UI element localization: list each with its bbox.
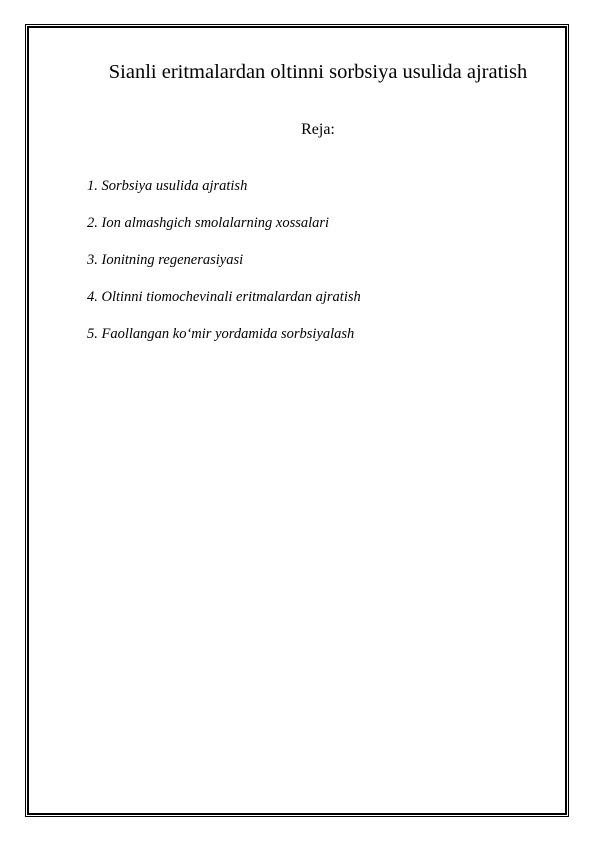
plan-item: 4. Oltinni tiomochevinali eritmalardan ajratish	[87, 289, 361, 305]
plan-list	[87, 177, 361, 362]
plan-item: 3. Ionitning regenerasiyasi	[87, 252, 244, 268]
plan-item: 1. Sorbsiya usulida ajratish	[87, 178, 248, 194]
page-border-inner	[28, 27, 566, 814]
plan-item: 5. Faollangan ko‘mir yordamida sorbsiyalash	[87, 326, 355, 342]
document-title: Sianli eritmalardan oltinni sorbsiya usulida ajratish	[108, 61, 528, 83]
plan-heading: Reja:	[301, 121, 335, 138]
plan-item: 2. Ion almashgich smolalarning xossalari	[87, 215, 330, 231]
